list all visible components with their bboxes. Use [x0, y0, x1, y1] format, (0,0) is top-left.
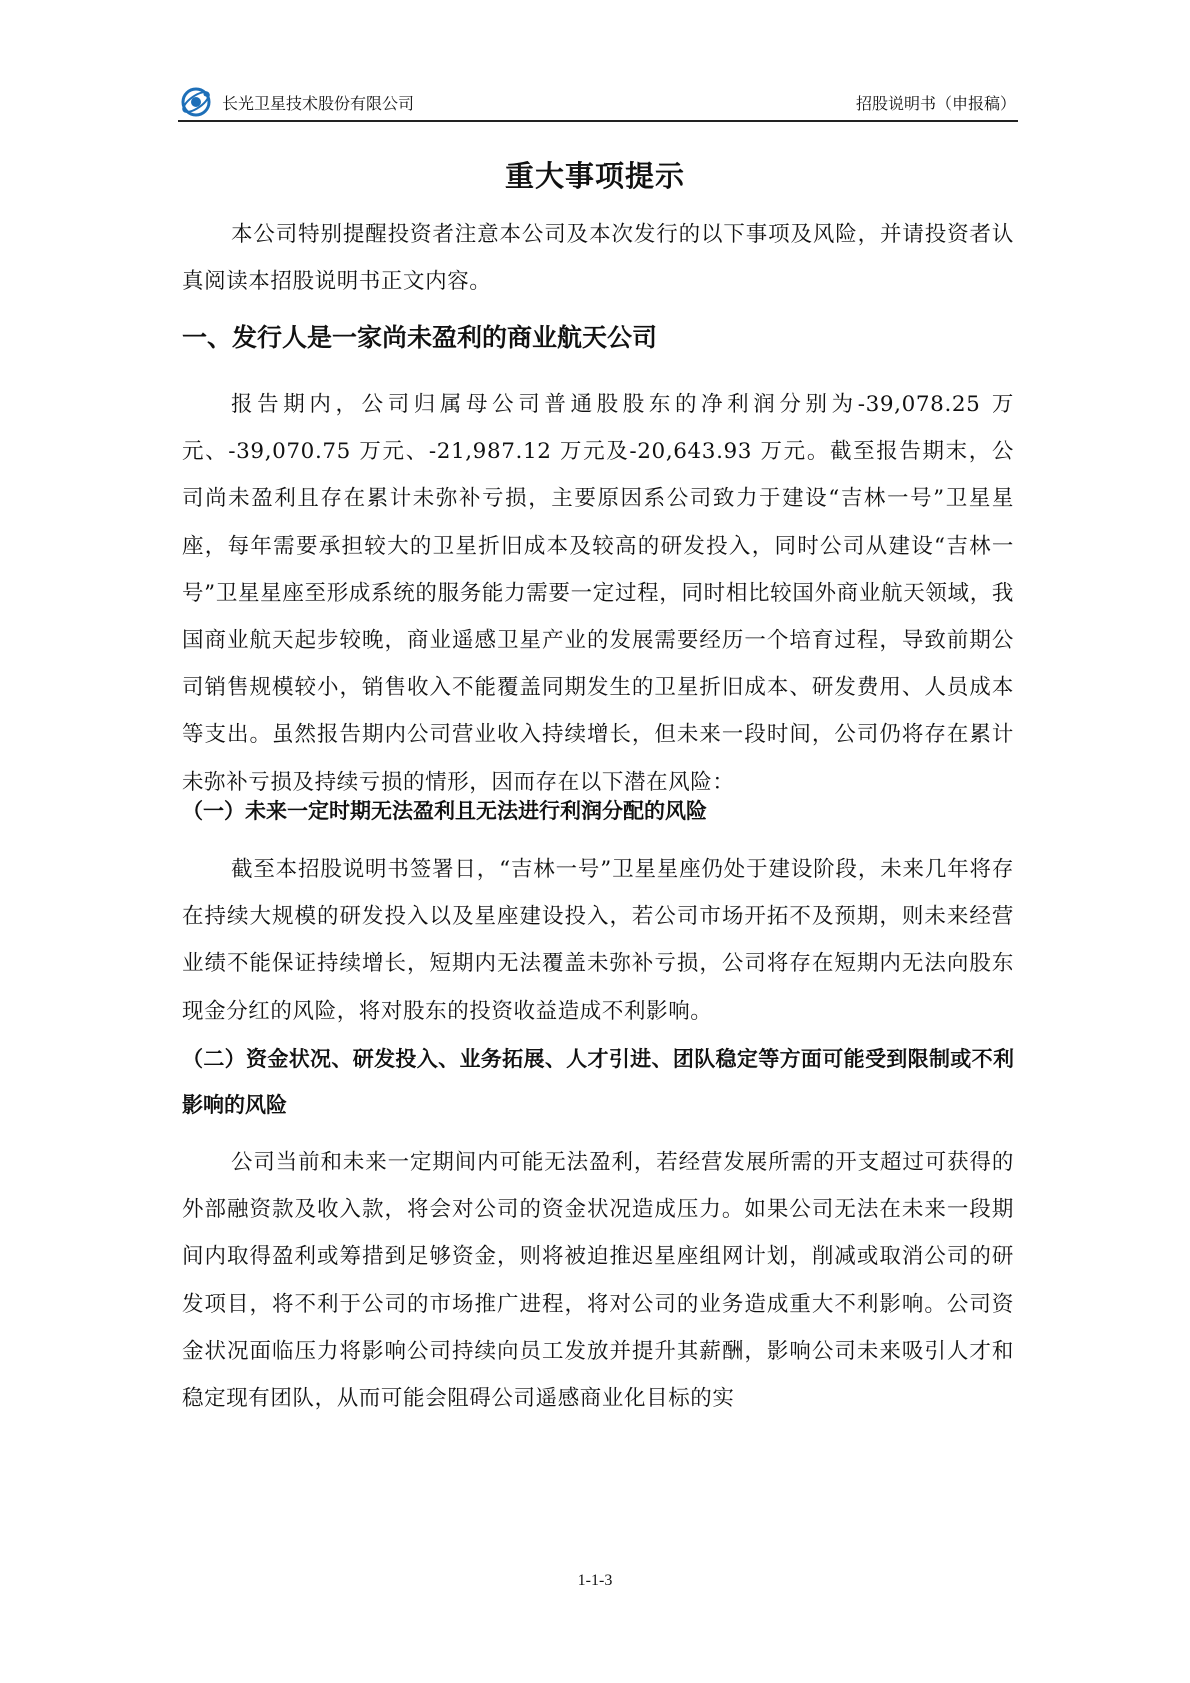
- page-number: 1-1-3: [577, 1572, 613, 1589]
- intro-paragraph: 本公司特别提醒投资者注意本公司及本次发行的以下事项及风险，并请投资者认真阅读本招股说明书正文内容。: [182, 222, 1014, 295]
- satellite-orbit-logo-icon: [180, 86, 212, 118]
- subsection-1-heading: （一）未来一定时期无法盈利且无法进行利润分配的风险: [182, 799, 707, 823]
- page-title: 重大事项提示: [504, 159, 685, 193]
- page-header: [178, 84, 1018, 122]
- section-1-heading: 一、发行人是一家尚未盈利的商业航天公司: [182, 323, 658, 352]
- subsection-2-paragraph: 公司当前和未来一定期间内可能无法盈利，若经营发展所需的开支超过可获得的外部融资款及收入款，将会对公司的资金状况造成压力。如果公司无法在未来一段期间内取得盈利或筹措到足够资金，则将被迫推迟星座组网计划，削减或取消公司的研发项目，将不利于公司的市场推广进程，将对公司的业务造成重大不利影响。公司资金状况面临压力将影响公司持续向员工发放并提升其薪酬，影响公司未来吸引人才和稳定现有团队，从而可能会阻碍公司遥感商业化目标的实: [182, 1150, 1014, 1412]
- company-name: 长光卫星技术股份有限公司: [222, 94, 415, 113]
- section-1-paragraph: 报告期内，公司归属母公司普通股股东的净利润分别为-39,078.25 万元、-39,070.75 万元、-21,987.12 万元及-20,643.93 万元。截至报告期末，公司尚未盈利且存在累计未弥补亏损，主要原因系公司致力于建设“吉林一号”卫星星座，每年需要承担较大的卫星折旧成本及较高的研发投入，同时公司从建设“吉林一号”卫星星座至形成系统的服务能力需要一定过程，同时相比较国外商业航天领域，我国商业航天起步较晚，商业遥感卫星产业的发展需要经历一个培育过程，导致前期公司销售规模较小，销售收入不能覆盖同期发生的卫星折旧成本、研发费用、人员成本等支出。虽然报告期内公司营业收入持续增长，但未来一段时间，公司仍将存在累计未弥补亏损及持续亏损的情形，因而存在以下潜在风险：: [182, 392, 1014, 795]
- subsection-1-paragraph: 截至本招股说明书签署日，“吉林一号”卫星星座仍处于建设阶段，未来几年将存在持续大规模的研发投入以及星座建设投入，若公司市场开拓不及预期，则未来经营业绩不能保证持续增长，短期内无法覆盖未弥补亏损，公司将存在短期内无法向股东现金分红的风险，将对股东的投资收益造成不利影响。: [182, 857, 1014, 1024]
- document-type: 招股说明书（申报稿）: [855, 94, 1016, 113]
- subsection-2-heading: （二）资金状况、研发投入、业务拓展、人才引进、团队稳定等方面可能受到限制或不利影响的风险: [182, 1047, 1014, 1117]
